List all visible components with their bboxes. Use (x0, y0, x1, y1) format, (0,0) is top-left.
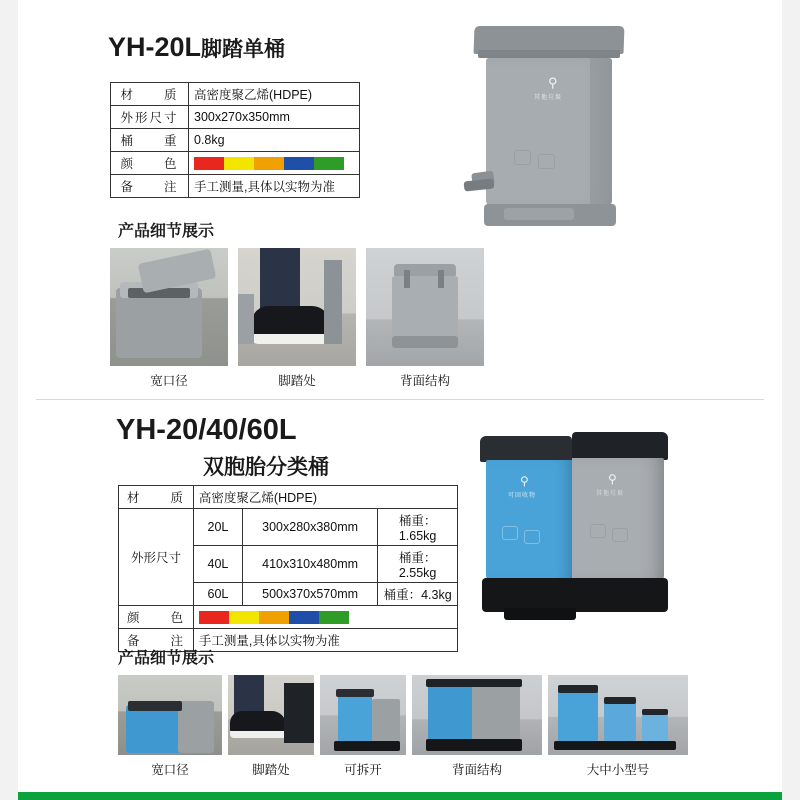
size-weight: 桶重：4.3kg (378, 583, 458, 606)
twin-base (482, 578, 668, 612)
section1-title (108, 32, 285, 63)
row-value: 手工测量,具体以实物为准 (189, 175, 360, 198)
size-weight: 桶重：1.65kg (378, 509, 458, 546)
size-weight: 桶重：2.55kg (378, 546, 458, 583)
detail-heading-2: 产品细节展示 (118, 650, 215, 667)
detail-photo-pedal-2 (228, 675, 314, 755)
color-swatch-2 (259, 611, 289, 624)
color-swatch-3 (284, 157, 314, 170)
row-label: 材 质 (119, 486, 194, 509)
detail-photo-back-1 (366, 248, 484, 366)
emboss-right-2 (612, 528, 628, 542)
color-swatch-4 (319, 611, 349, 624)
table-row (119, 606, 458, 629)
bin-lid-edge (478, 50, 620, 58)
row-label: 颜 色 (111, 152, 189, 175)
recycle-icon: ⚲ (548, 75, 558, 90)
section-twin-bin (18, 400, 782, 800)
left-rail (0, 0, 18, 800)
bottom-green-bar (18, 792, 782, 800)
caption-2-4: 背面结构 (451, 763, 502, 777)
twin-lid-left (480, 436, 572, 462)
row-label: 备 注 (111, 175, 189, 198)
detail-photo-sizes (548, 675, 688, 755)
emboss-square-2 (538, 154, 555, 169)
table-row (119, 486, 458, 509)
row-value: 300x270x350mm (189, 106, 360, 129)
detail-heading-1: 产品细节展示 (118, 223, 215, 240)
twin-body-right (572, 458, 664, 580)
size-dim: 410x310x480mm (242, 546, 377, 583)
detail-photo-detachable (320, 675, 406, 755)
detail-photo-wide-mouth-1 (110, 248, 228, 366)
color-swatch-1 (224, 157, 254, 170)
size-name: 40L (193, 546, 242, 583)
row-label: 外形尺寸 (111, 106, 189, 129)
color-swatch-0 (199, 611, 229, 624)
color-swatch-0 (194, 157, 224, 170)
recycle-icon-left: ⚲ (520, 474, 529, 488)
caption-1-3: 背面结构 (399, 374, 450, 388)
right-rail (782, 0, 800, 800)
table-row (111, 83, 360, 106)
color-swatch-3 (289, 611, 319, 624)
emboss-square-1 (514, 150, 531, 165)
section-single-pedal-bin (18, 0, 782, 400)
row-label: 备 注 (119, 629, 194, 652)
section2-title-cn: 双胞胎分类桶 (203, 456, 329, 479)
table-row (119, 509, 458, 546)
twin-label-right: 其他垃圾 (596, 491, 625, 497)
row-label: 桶 重 (111, 129, 189, 152)
row-label: 颜 色 (119, 606, 194, 629)
product-image-twin-bin (468, 422, 688, 642)
spec-table-2 (118, 485, 458, 652)
color-swatch-2 (254, 157, 284, 170)
color-swatches (193, 606, 457, 629)
color-swatch-1 (229, 611, 259, 624)
caption-1-2: 脚踏处 (278, 374, 316, 388)
twin-lid-right (572, 432, 668, 460)
color-swatch-4 (314, 157, 344, 170)
bin-base-panel (504, 208, 574, 220)
emboss-left-1 (502, 526, 518, 540)
size-name: 60L (193, 583, 242, 606)
twin-label-left: 可回收物 (508, 493, 537, 499)
emboss-right-1 (590, 524, 606, 538)
size-dim: 300x280x380mm (242, 509, 377, 546)
row-value: 0.8kg (189, 129, 360, 152)
table-row (111, 175, 360, 198)
color-bar (199, 611, 349, 624)
row-label: 材 质 (111, 83, 189, 106)
caption-2-1: 宽口径 (151, 763, 189, 777)
spec-table-1 (110, 82, 360, 198)
bin-body-shadow (590, 58, 612, 208)
table-row (111, 129, 360, 152)
caption-1-1: 宽口径 (150, 374, 188, 388)
emboss-left-2 (524, 530, 540, 544)
caption-2-3: 可拆开 (344, 763, 382, 777)
color-bar (194, 157, 344, 170)
row-value: 高密度聚乙烯(HDPE) (189, 83, 360, 106)
size-name: 20L (193, 509, 242, 546)
caption-2-2: 脚踏处 (252, 763, 290, 777)
section2-title (116, 414, 416, 481)
twin-body-left (486, 460, 572, 580)
section1-model: YH-20L (108, 32, 202, 62)
detail-photo-pedal-1 (238, 248, 356, 366)
detail-photo-back-2 (412, 675, 542, 755)
table-row (111, 152, 360, 175)
caption-2-5: 大中小型号 (586, 763, 650, 777)
detail-photo-wide-mouth-2 (118, 675, 222, 755)
row-value: 手工测量,具体以实物为准 (193, 629, 457, 652)
section2-model: YH-20/40/60L (116, 414, 297, 446)
size-dim: 500x370x570mm (242, 583, 377, 606)
table-row (111, 106, 360, 129)
color-swatches (189, 152, 360, 175)
twin-pedal (504, 608, 576, 620)
product-image-single-bin (458, 22, 638, 232)
bin-category-label: 其他垃圾 (534, 95, 563, 101)
row-label-size: 外形尺寸 (119, 509, 194, 606)
section1-title-cn: 脚踏单桶 (201, 38, 286, 61)
recycle-icon-right: ⚲ (608, 472, 617, 486)
row-value: 高密度聚乙烯(HDPE) (193, 486, 457, 509)
